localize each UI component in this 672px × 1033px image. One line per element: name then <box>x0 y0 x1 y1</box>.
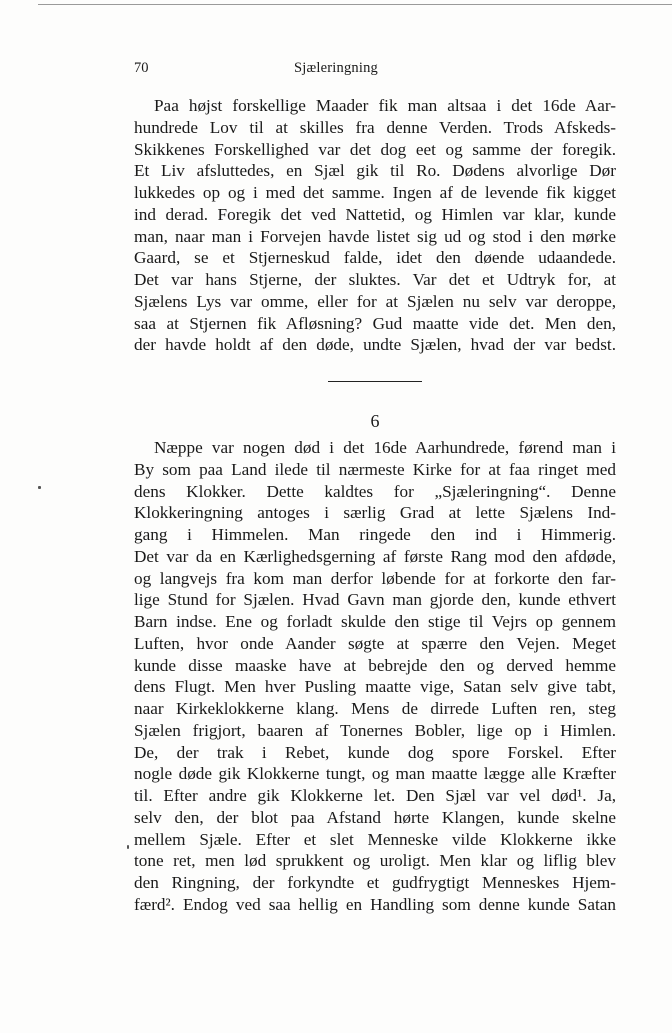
text-line: By som paa Land ilede til nærmeste Kirke for at faa ringet med <box>134 459 616 479</box>
scan-speck <box>127 845 129 849</box>
text-line: dens Flugt. Men hver Pusling maatte vige, Satan selv give tabt, <box>134 677 616 697</box>
text-line: dens Klokker. Dette kaldtes for „Sjæleringning“. Denne <box>134 481 616 501</box>
text-line: færd². Endog ved saa hellig en Handling som denne kunde Satan <box>134 894 616 914</box>
text-line: lige Stund for Sjælen. Hvad Gavn man gjorde den, kunde ethvert <box>134 590 616 610</box>
text-line: der havde holdt af den døde, undte Sjælen, hvad der var bedst. <box>134 335 616 355</box>
text-line: Barn indse. Ene og forladt skulde den stige til Vejrs op gennem <box>134 612 616 631</box>
text-line: naar Kirkeklokkerne klang. Mens de dirrede Luften ren, steg <box>134 699 616 718</box>
text-line: den Ringning, der forkyndte et gudfrygtigt Menneskes Hjem- <box>134 873 616 892</box>
text-line: saa at Stjernen fik Afløsning? Gud maatte vide det. Men den, <box>134 313 616 333</box>
scan-speck <box>38 486 41 489</box>
text-line: ind derad. Foregik det ved Nattetid, og Himlen var klar, kunde <box>134 204 616 224</box>
text-line: gang i Himmelen. Man ringede den ind i Himmerig. <box>134 525 616 544</box>
section-divider <box>328 381 422 382</box>
text-line: Skikkenes Forskellighed var det dog eet og samme der foregik. <box>134 139 616 159</box>
text-line: Paa højst forskellige Maader fik man altsaa i det 16de Aar- <box>154 96 616 115</box>
text-line: mellem Sjæle. Efter et slet Menneske vilde Klokkerne ikke <box>134 829 616 849</box>
text-line: Sjælen frigjort, baaren af Tonernes Bobler, lige op i Himlen. <box>134 720 616 740</box>
text-line: lukkedes op og i med det samme. Ingen af de levende fik kigget <box>134 183 616 202</box>
text-line: Et Liv afsluttedes, en Sjæl gik til Ro. Dødens alvorlige Dør <box>134 161 616 181</box>
text-line: tone ret, men lød sprukkent og uroligt. Men klar og liflig blev <box>134 851 616 871</box>
text-line: Sjælens Lys var omme, eller for at Sjælen nu selv var deroppe, <box>134 291 616 311</box>
text-line: kunde disse maaske have at bebrejde den og derved hemme <box>134 655 616 675</box>
running-head: Sjæleringning <box>294 60 378 76</box>
text-line: Luften, hvor onde Aander søgte at spærre den Vejen. Meget <box>134 633 616 653</box>
text-line: Gaard, se et Stjerneskud falde, idet den døende udaandede. <box>134 248 616 268</box>
text-line: Det var da en Kærlighedsgerning af første Rang mod den afdøde, <box>134 546 616 566</box>
text-line: selv den, der blot paa Afstand hørte Klangen, kunde skelne <box>134 807 616 827</box>
text-line: og langvejs fra kom man derfor løbende for at forkorte den far- <box>134 568 616 588</box>
paragraph-1 <box>134 95 616 356</box>
paragraph-2 <box>134 437 616 916</box>
text-line: man, naar man i Forvejen havde listet sig ud og stod i den mørke <box>134 226 616 246</box>
text-line: nogle døde gik Klokkerne tungt, og man maatte lægge alle Kræfter <box>134 764 616 784</box>
page-number: 70 <box>134 60 149 76</box>
text-line: hundrede Lov til at skilles fra denne Verden. Trods Afskeds- <box>134 117 616 137</box>
top-rule <box>38 4 672 5</box>
text-line: Det var hans Stjerne, der sluktes. Var det et Udtryk for, at <box>134 270 616 289</box>
text-line: Klokkeringning antoges i særlig Grad at lette Sjælens Ind- <box>134 503 616 523</box>
text-line: Næppe var nogen død i det 16de Aarhundrede, førend man i <box>154 438 616 457</box>
text-line: til. Efter andre gik Klokkerne let. Den Sjæl var vel død¹. Ja, <box>134 786 616 805</box>
section-number: 6 <box>370 411 380 431</box>
text-line: De, der trak i Rebet, kunde dog spore Forskel. Efter <box>134 742 616 762</box>
